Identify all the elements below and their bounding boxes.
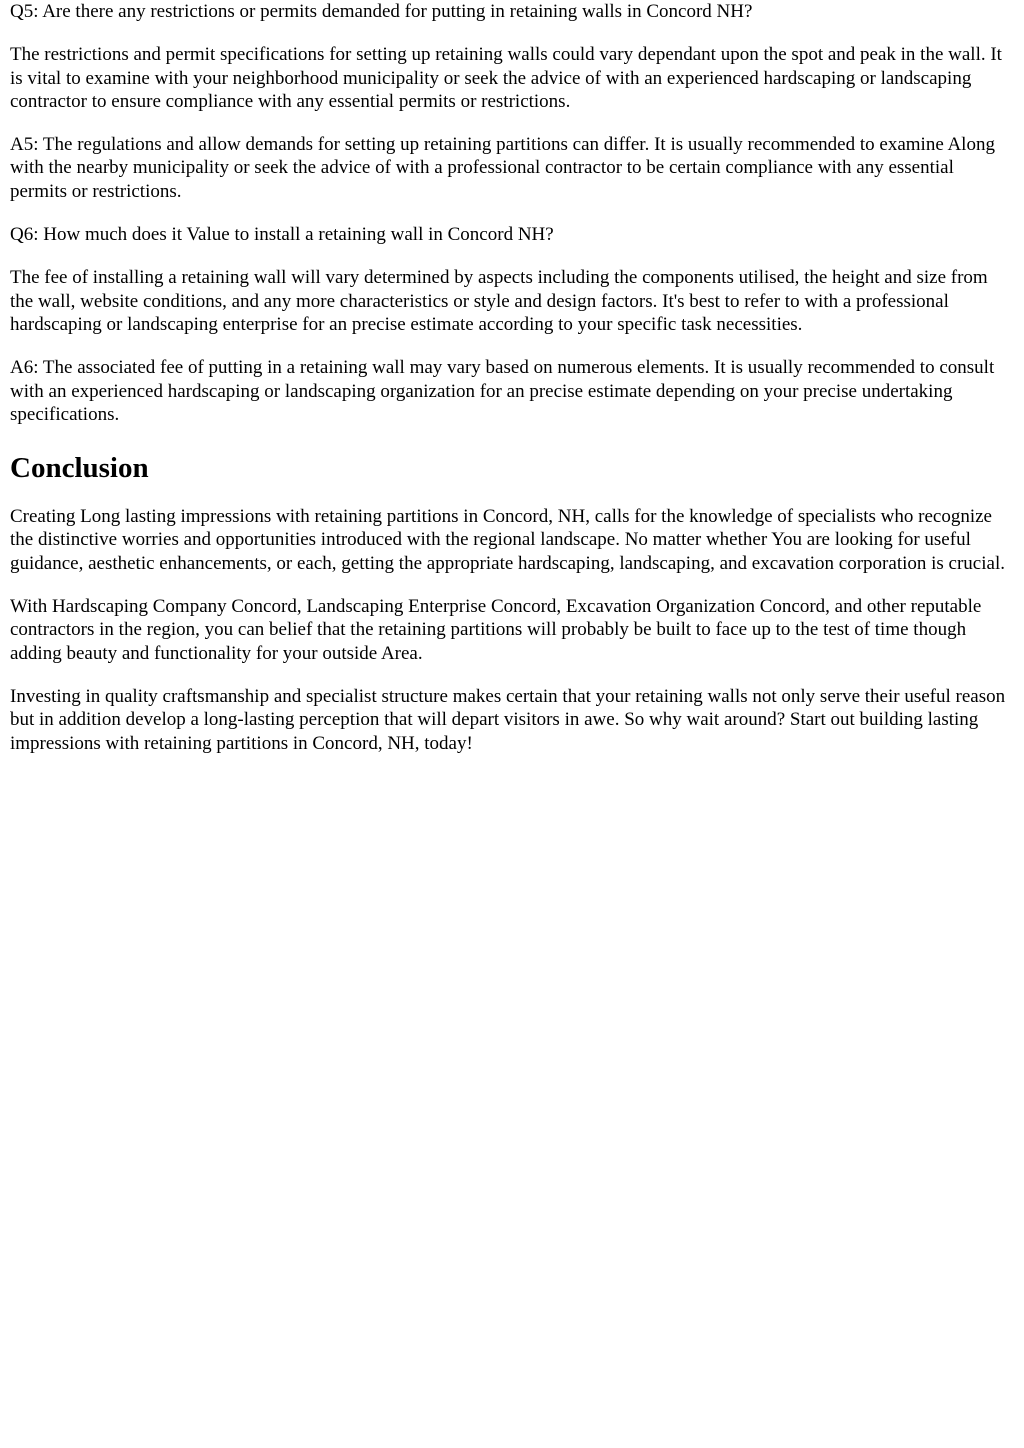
faq-question-5-body: The restrictions and permit specifications for setting up retaining walls could vary dependant upon the spot and peak in the wall. It is vital to examine with your neighborhood municipality or seek the advice of with an experienced hardscaping or landscaping contractor to ensure compliance with any essential permits or restrictions. <box>10 44 1002 112</box>
conclusion-paragraph-3: Investing in quality craftsmanship and specialist structure makes certain that your retaining walls not only serve their useful reason but in addition develop a long-lasting perception that will depart visitors in awe. So why wait around? Start out building lasting impressions with retaining partitions in Concord, NH, today! <box>10 685 1006 754</box>
faq-question-5: Q5: Are there any restrictions or permits demanded for putting in retaining walls in Concord NH? <box>10 1 753 22</box>
faq-question-6: Q6: How much does it Value to install a retaining wall in Concord NH? <box>10 224 554 246</box>
conclusion-paragraph-1: Creating Long lasting impressions with retaining partitions in Concord, NH, calls for the knowledge of specialists who recognize the distinctive worries and opportunities introduced with the regional landscape. No matter whether You are looking for useful guidance, aesthetic enhancements, or each, getting the appropriate hardscaping, landscaping, and excavation corporation is crucial. <box>10 506 1005 574</box>
faq-answer-5: A5: The regulations and allow demands for setting up retaining partitions can differ. It is usually recommended to examine Along with the nearby municipality or seek the advice of with a professional contractor to be certain compliance with any essential permits or restrictions. <box>10 134 995 202</box>
conclusion-paragraph-2: With Hardscaping Company Concord, Landscaping Enterprise Concord, Excavation Organization Concord, and other reputable contractors in the region, you can belief that the retaining partitions will probably be built to face up to the test of time though adding beauty and functionality for your outside Area. <box>10 596 982 664</box>
faq-answer-6: A6: The associated fee of putting in a retaining wall may vary based on numerous elements. It is usually recommended to consult with an experienced hardscaping or landscaping organization for an precise estimate depending on your precise undertaking specifications. <box>10 357 995 425</box>
faq-question-6-body: The fee of installing a retaining wall will vary determined by aspects including the components utilised, the height and size from the wall, website conditions, and any more characteristics or style and design factors. It's best to refer to with a professional hardscaping or landscaping enterprise for an precise estimate according to your specific task necessities. <box>10 267 988 335</box>
conclusion-heading: Conclusion <box>10 452 149 485</box>
